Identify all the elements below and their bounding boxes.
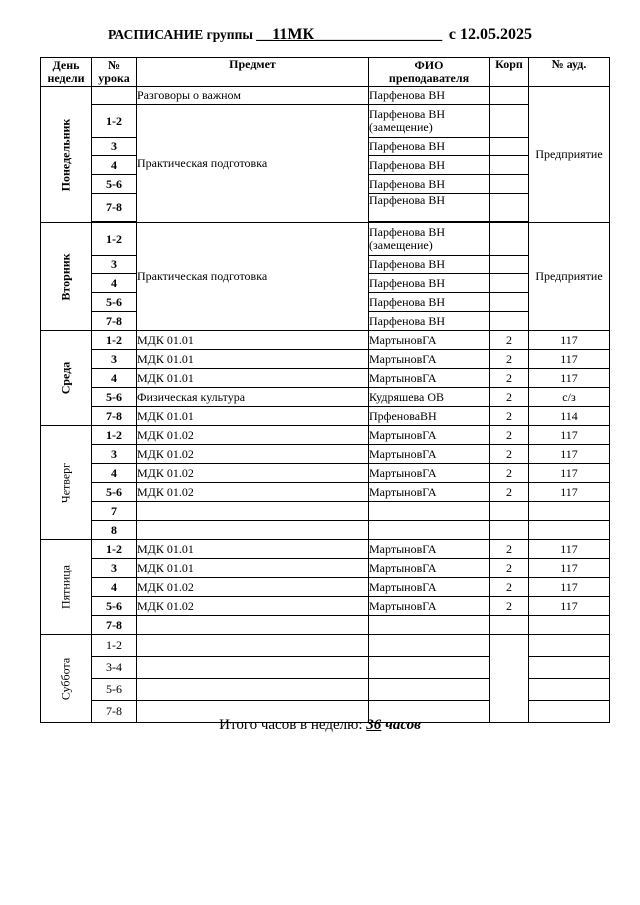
teacher-cell: Парфенова ВН (369, 256, 490, 274)
table-row: 3 МДК 01.01 МартыновГА 2 117 (41, 350, 610, 369)
col-room: № ауд. (529, 58, 610, 87)
header-row (41, 58, 610, 87)
lesson-num: 1-2 (92, 223, 137, 256)
lesson-num: 3 (92, 138, 137, 156)
table-row: Пятница 1-2 МДК 01.01 МартыновГА 2 117 (41, 540, 610, 559)
teacher-cell: Парфенова ВН (замещение) (369, 223, 490, 256)
col-korp: Корп (490, 58, 529, 87)
lesson-num: 5-6 (92, 293, 137, 312)
group-name: __11МК________________ (256, 26, 443, 43)
day-tuesday: Вторник (41, 223, 92, 331)
col-teacher: ФИО преподавателя (369, 58, 490, 87)
total-hours: 36 (366, 717, 382, 733)
room-cell: Предприятие (529, 223, 610, 331)
day-monday: Понедельник (41, 87, 92, 223)
day-wednesday: Среда (41, 331, 92, 426)
lesson-num: 5-6 (92, 175, 137, 194)
lesson-num: 7-8 (92, 194, 137, 222)
teacher-cell: Парфенова ВН (369, 138, 490, 156)
lesson-num: 7-8 (92, 312, 137, 331)
table-row: 4 МДК 01.01 МартыновГА 2 117 (41, 369, 610, 388)
lesson-num: 4 (92, 156, 137, 175)
col-lesson-num: № урока (92, 58, 137, 87)
table-row: Среда 1-2 МДК 01.01 МартыновГА 2 117 (41, 331, 610, 350)
schedule-title (0, 26, 640, 44)
subject-cell: Практическая подготовка (137, 223, 369, 331)
day-friday: Пятница (41, 540, 92, 635)
teacher-cell: Парфенова ВН (замещение) (369, 105, 490, 138)
day-saturday: Суббота (41, 635, 92, 723)
teacher-cell: Парфенова ВН (369, 87, 490, 105)
table-row: 7-8 (41, 701, 610, 723)
table-row: 5-6 МДК 01.02 МартыновГА 2 117 (41, 597, 610, 616)
table-row: 7-8 (41, 616, 610, 635)
table-row (41, 223, 610, 256)
day-thursday: Четверг (41, 426, 92, 540)
weekly-hours-total (0, 717, 640, 734)
lesson-num: 4 (92, 274, 137, 293)
table-row (41, 87, 610, 105)
table-row: Четверг 1-2 МДК 01.02 МартыновГА 2 117 (41, 426, 610, 445)
table-row: 4 МДК 01.02 МартыновГА 2 117 (41, 464, 610, 483)
teacher-cell: Парфенова ВН (369, 312, 490, 331)
table-row: Суббота 1-2 (41, 635, 610, 657)
table-row: 7-8 МДК 01.01 ПрфеноваВН 2 114 (41, 407, 610, 426)
total-label: Итого часов в неделю: (219, 717, 367, 733)
table-row (41, 105, 610, 138)
teacher-cell: Парфенова ВН (369, 194, 490, 222)
table-row: 5-6 (41, 679, 610, 701)
table-row: 8 (41, 521, 610, 540)
start-date: с 12.05.2025 (448, 26, 532, 43)
hours-unit: часов (381, 717, 421, 733)
col-day: День недели (41, 58, 92, 87)
lesson-num: 1-2 (92, 105, 137, 138)
col-subject: Предмет (137, 58, 369, 87)
table-row: 7 (41, 502, 610, 521)
title-prefix: РАСПИСАНИЕ группы (108, 27, 257, 42)
table-row: 3-4 (41, 657, 610, 679)
table-row: 4 МДК 01.02 МартыновГА 2 117 (41, 578, 610, 597)
teacher-cell: Парфенова ВН (369, 274, 490, 293)
lesson-num: 3 (92, 256, 137, 274)
teacher-cell: Парфенова ВН (369, 156, 490, 175)
table-row: 3 МДК 01.01 МартыновГА 2 117 (41, 559, 610, 578)
schedule-table (40, 57, 610, 723)
room-cell: Предприятие (529, 87, 610, 223)
table-row: 3 МДК 01.02 МартыновГА 2 117 (41, 445, 610, 464)
subject-cell: Разговоры о важном (137, 87, 369, 105)
table-row: 5-6 Физическая культура Кудряшева ОВ 2 с/з (41, 388, 610, 407)
teacher-cell: Парфенова ВН (369, 293, 490, 312)
subject-cell: Практическая подготовка (137, 105, 369, 223)
table-row: 5-6 МДК 01.02 МартыновГА 2 117 (41, 483, 610, 502)
teacher-cell: Парфенова ВН (369, 175, 490, 194)
